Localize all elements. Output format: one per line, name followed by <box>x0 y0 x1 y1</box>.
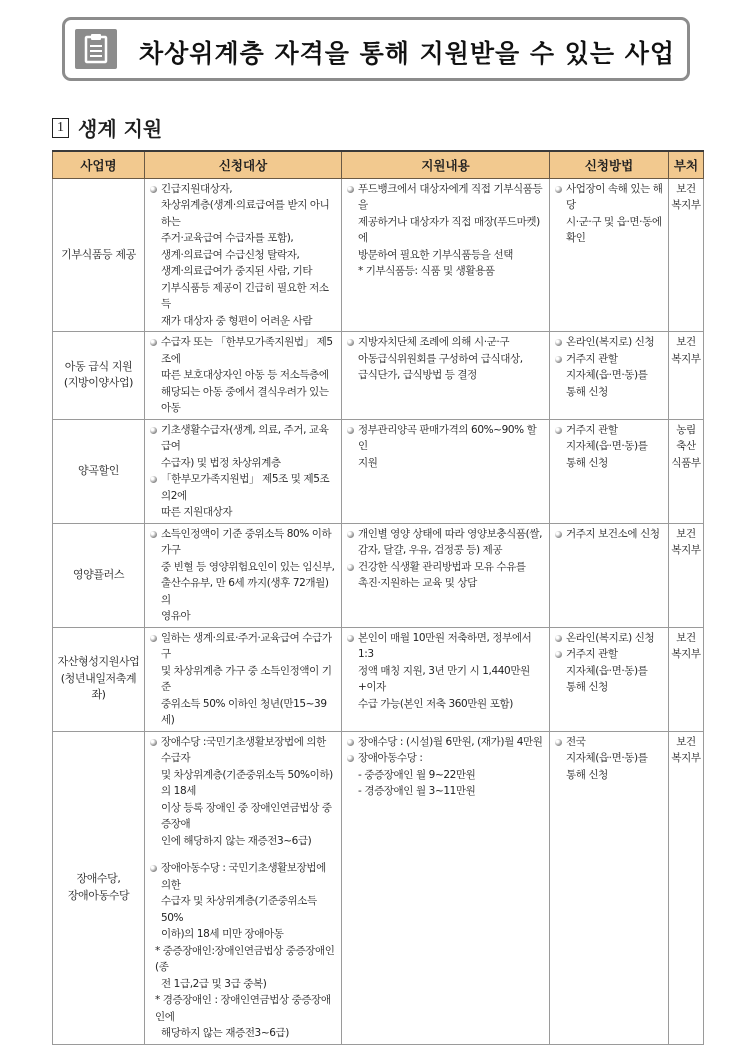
table-row <box>53 627 704 731</box>
cell-text-line: 긴급지원대상자, <box>149 181 338 198</box>
cell-text-line: 이상 등록 장애인 중 장애인연금법상 중증장애 <box>161 801 332 830</box>
cell-text-line: 생계·의료급여가 중지된 사람, 기타 <box>161 265 313 277</box>
cell-text-line: 수급 가능(본인 저축 360만원 포함) <box>358 697 513 710</box>
cell-text-line: 정부관리양곡 판매가격의 60%~90% 할인 <box>346 422 546 455</box>
header-ministry: 부처 <box>669 151 704 178</box>
cell-text-line: * 기부식품등: 식품 및 생활용품 <box>358 265 495 277</box>
content-cell <box>342 627 550 731</box>
section-heading <box>52 113 162 139</box>
cell-text-line: 개인별 영양 상태에 따라 영양보충식품(쌀, <box>346 526 546 543</box>
cell-text-line: 장애아동수당 : <box>346 750 546 767</box>
cell-text-line: 본인이 매월 10만원 저축하면, 정부에서 1:3 <box>346 630 546 663</box>
header-method: 신청방법 <box>550 151 669 178</box>
cell-text-line: 기부식품등 제공이 긴급히 필요한 저소득 <box>161 281 329 310</box>
table-row <box>53 419 704 523</box>
cell-text-line: 사업장이 속해 있는 해당 <box>554 181 665 214</box>
cell-text-line: 생계·의료급여 수급신청 탈락자, <box>161 248 300 261</box>
cell-text-line: 지자체(읍·면·동)를 <box>566 369 648 381</box>
ministry-name: 식품부 <box>671 456 701 469</box>
method-cell <box>550 731 669 1044</box>
ministry-cell <box>669 523 704 627</box>
program-name: 양곡할인 <box>78 463 119 477</box>
cell-text-line: 따른 보호대상자인 아동 등 저소득층에 <box>161 369 329 381</box>
cell-text-line: 제공하거나 대상자가 직접 매장(푸드마켓)에 <box>358 215 540 244</box>
program-name: 영양플러스 <box>72 567 125 581</box>
cell-text-line: 인에 해당하지 않는 재증전3~6급) <box>161 834 312 847</box>
method-cell <box>550 627 669 731</box>
cell-text-line: 출산수유부, 만 6세 까지(생후 72개월)의 <box>161 577 329 606</box>
cell-text-line: 중위소득 50% 이하인 청년(만15~39세) <box>161 697 327 726</box>
cell-text-line: 수급자 및 차상위계층(기준중위소득 50% <box>161 895 317 924</box>
cell-text-line: 건강한 식생활 관리방법과 모유 수유를 <box>346 559 546 576</box>
cell-text-line: 지자체(읍·면·동)를 <box>566 664 648 677</box>
ministry-name: 보건 <box>676 631 696 644</box>
method-cell <box>550 178 669 332</box>
cell-text-line: 소득인정액이 기준 중위소득 80% 이하 가구 <box>149 526 338 559</box>
program-name-cell <box>53 178 145 332</box>
cell-text-line: 및 차상위계층 가구 중 소득인정액이 기준 <box>161 664 332 693</box>
ministry-name: 보건 <box>676 527 696 540</box>
cell-text-line: 방문하여 필요한 기부식품등을 선택 <box>358 248 513 261</box>
cell-text-line: 영유아 <box>161 610 191 622</box>
table-row <box>53 332 704 420</box>
cell-text-line: - 중증장애인 월 9~22만원 <box>358 768 476 781</box>
method-cell <box>550 523 669 627</box>
ministry-name: 복지부 <box>671 352 701 365</box>
ministry-name: 보건 <box>676 735 696 748</box>
table-header-row <box>53 151 704 178</box>
ministry-name: 보건 <box>676 336 696 348</box>
line-gap <box>149 849 338 860</box>
method-cell <box>550 332 669 420</box>
cell-text-line: * 중증장애인:장애인연금법상 중증장애인(종 <box>155 944 335 973</box>
cell-text-line: 전 1급,2급 및 3급 중복) <box>161 977 267 990</box>
cell-text-line: 기초생활수급자(생계, 의료, 주거, 교육 급여 <box>149 422 338 455</box>
ministry-cell <box>669 178 704 332</box>
cell-text-line: 정액 매칭 지원, 3년 만기 시 1,440만원+이자 <box>358 664 530 693</box>
section-label: 생계 지원 <box>78 117 163 141</box>
ministry-name: 복지부 <box>671 544 701 556</box>
program-name: 기부식품등 제공 <box>61 247 136 261</box>
ministry-cell <box>669 419 704 523</box>
cell-text-line: 해당하지 않는 재증전3~6급) <box>161 1027 289 1039</box>
ministry-cell <box>669 332 704 420</box>
ministry-name: 축산 <box>676 440 696 452</box>
target-cell <box>145 332 342 420</box>
cell-text-line: 감자, 달걀, 우유, 검정콩 등) 제공 <box>358 544 503 556</box>
cell-text-line: 수급자 또는 「한부모가족지원법」 제5조에 <box>149 334 338 367</box>
header-program-name: 사업명 <box>53 151 145 178</box>
content-cell <box>342 178 550 332</box>
program-name: (청년내일저축계좌) <box>60 671 137 702</box>
cell-text-line: 시·군·구 및 읍·면·동에 <box>566 215 662 228</box>
cell-text-line: * 경증장애인 : 장애인연금법상 중증장애인에 <box>155 994 331 1023</box>
cell-text-line: 지자체(읍·면·동)를 <box>566 440 648 452</box>
content-cell <box>342 523 550 627</box>
cell-text-line: 장애수당 :국민기초생활보장법에 의한 수급자 <box>149 734 338 767</box>
program-name: 장애수당, <box>76 872 121 885</box>
ministry-name: 복지부 <box>671 752 701 764</box>
cell-text-line: 거주지 보건소에 신청 <box>554 526 665 543</box>
page-title-box <box>62 17 690 81</box>
target-cell <box>145 178 342 332</box>
cell-text-line: 통해 신청 <box>566 681 608 693</box>
page-title: 차상위계층 자격을 통해 지원받을 수 있는 사업 <box>139 39 676 68</box>
program-name: 자산형성지원사업 <box>57 655 140 669</box>
cell-text-line: 수급자) 및 법정 차상위계층 <box>161 456 281 469</box>
ministry-name: 복지부 <box>671 648 701 660</box>
ministry-cell <box>669 731 704 1044</box>
cell-text-line: 급식단가, 급식방법 등 결정 <box>358 369 477 381</box>
target-cell <box>145 419 342 523</box>
cell-text-line: 확인 <box>566 232 586 244</box>
cell-text-line: 전국 <box>554 734 665 751</box>
cell-text-line: 중 빈혈 등 영양위험요인이 있는 임신부, <box>161 560 335 573</box>
cell-text-line: 온라인(복지로) 신청 <box>554 334 665 351</box>
cell-text-line: 온라인(복지로) 신청 <box>554 630 665 647</box>
program-name-cell <box>53 523 145 627</box>
target-cell <box>145 523 342 627</box>
content-cell <box>342 332 550 420</box>
cell-text-line: 통해 신청 <box>566 768 608 781</box>
cell-text-line: 지자체(읍·면·동)를 <box>566 752 648 764</box>
program-name-cell <box>53 731 145 1044</box>
cell-text-line: 이하)의 18세 미만 장애아동 <box>161 928 284 940</box>
program-name-cell <box>53 627 145 731</box>
program-name-cell <box>53 419 145 523</box>
cell-text-line: 지방자치단체 조례에 의해 시·군·구 <box>346 334 546 351</box>
cell-text-line: 「한부모가족지원법」 제5조 및 제5조의2에 <box>149 471 338 504</box>
cell-text-line: 아동급식위원회를 구성하여 급식대상, <box>358 352 523 365</box>
ministry-name: 복지부 <box>671 199 701 211</box>
cell-text-line: 일하는 생계·의료·주거·교육급여 수급가구 <box>149 630 338 663</box>
content-cell <box>342 419 550 523</box>
cell-text-line: 및 차상위계층(기준중위소득 50%이하)의 18세 <box>161 768 333 797</box>
cell-text-line: 거주지 관할 <box>554 351 665 368</box>
table-row <box>53 178 704 332</box>
clipboard-icon <box>75 29 117 69</box>
target-cell <box>145 731 342 1044</box>
cell-text-line: 장애아동수당 : 국민기초생활보장법에 의한 <box>149 860 338 893</box>
table-row <box>53 523 704 627</box>
cell-text-line: 촉진·지원하는 교육 및 상담 <box>358 577 477 589</box>
header-target: 신청대상 <box>145 151 342 178</box>
cell-text-line: - 경증장애인 월 3~11만원 <box>358 785 476 797</box>
program-name: 장애아동수당 <box>67 888 130 902</box>
cell-text-line: 지원 <box>358 456 378 469</box>
support-program-table <box>52 150 704 1045</box>
method-cell <box>550 419 669 523</box>
cell-text-line: 주거·교육급여 수급자를 포함), <box>161 232 294 244</box>
ministry-cell <box>669 627 704 731</box>
header-content: 지원내용 <box>342 151 550 178</box>
cell-text-line: 거주지 관할 <box>554 422 665 439</box>
cell-text-line: 해당되는 아동 중에서 결식우려가 있는 아동 <box>161 385 329 414</box>
content-cell <box>342 731 550 1044</box>
cell-text-line: 장애수당 : (시설)월 6만원, (재가)월 4만원 <box>346 734 546 751</box>
cell-text-line: 거주지 관할 <box>554 646 665 663</box>
cell-text-line: 통해 신청 <box>566 456 608 469</box>
table-row <box>53 731 704 1044</box>
ministry-name: 농림 <box>676 423 696 436</box>
section-number: 1 <box>52 118 69 138</box>
program-name-cell <box>53 332 145 420</box>
ministry-name: 보건 <box>676 182 696 195</box>
cell-text-line: 따른 지원대상자 <box>161 506 233 518</box>
cell-text-line: 재가 대상자 중 형편이 어려운 사람 <box>161 314 313 327</box>
cell-text-line: 푸드뱅크에서 대상자에게 직접 기부식품등을 <box>346 181 546 214</box>
cell-text-line: 통해 신청 <box>566 385 608 398</box>
program-name: (지방이양사업) <box>63 376 134 390</box>
program-name: 아동 급식 지원 <box>64 359 133 373</box>
target-cell <box>145 627 342 731</box>
cell-text-line: 차상위계층(생계·의료급여를 받지 아니하는 <box>161 199 330 228</box>
